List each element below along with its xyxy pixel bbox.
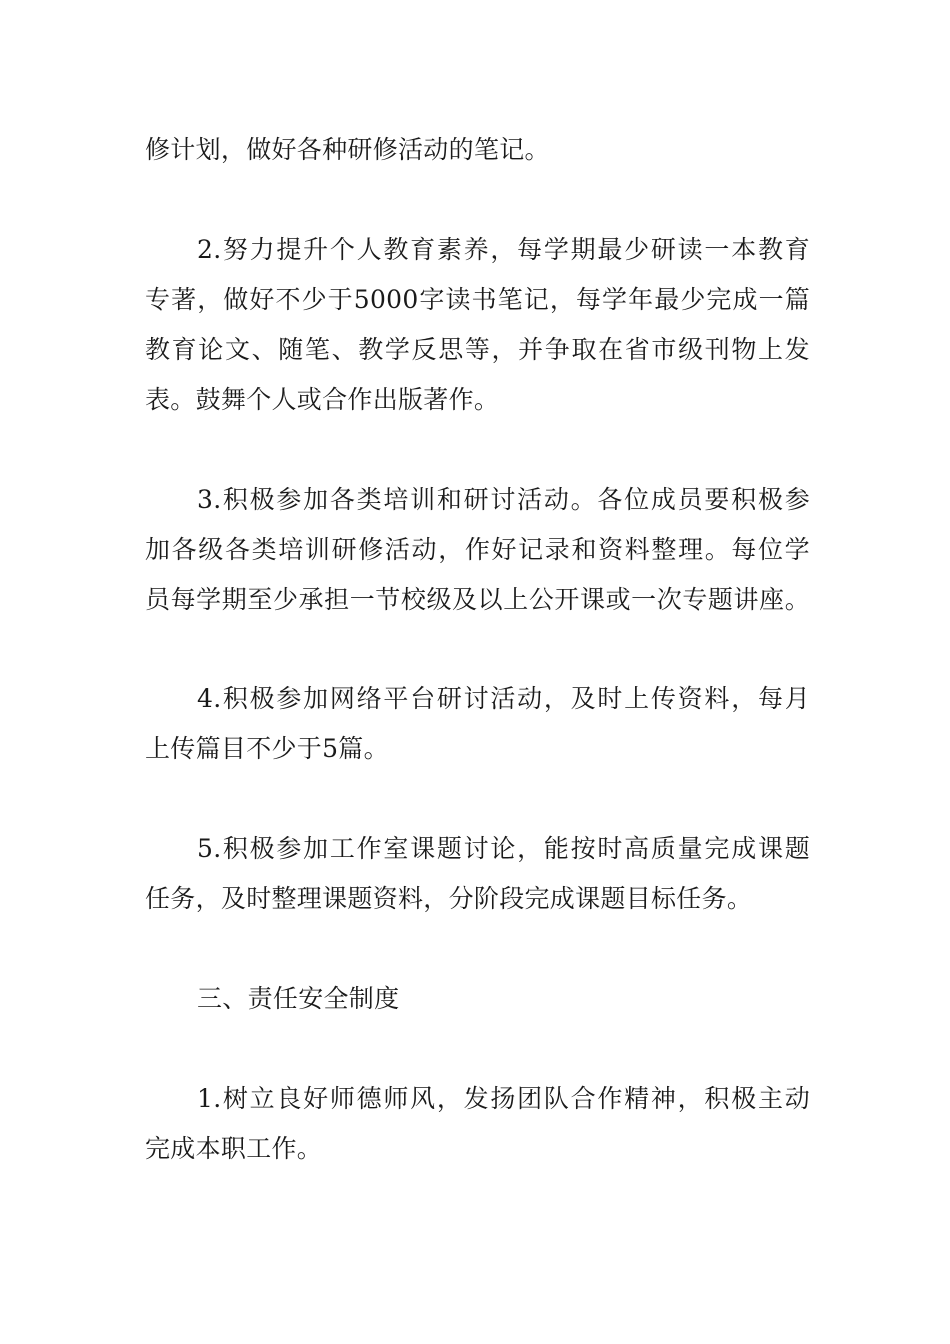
text-line-6: 3.积极参加各类培训和研讨活动。各位成员要积极参 (197, 485, 810, 514)
text-line-9: 4.积极参加网络平台研讨活动，及时上传资料，每月 (197, 684, 810, 713)
section-heading: 三、责任安全制度 (197, 984, 400, 1013)
text-line-15: 完成本职工作。 (145, 1134, 323, 1163)
text-line-5: 表。鼓舞个人或合作出版著作。 (145, 385, 500, 414)
text-line-3: 专著，做好不少于5000字读书笔记，每学年最少完成一篇 (145, 285, 810, 314)
text-line-2: 2.努力提升个人教育素养，每学期最少研读一本教育 (197, 235, 810, 264)
text-line-8: 员每学期至少承担一节校级及以上公开课或一次专题讲座。 (145, 585, 810, 614)
text-line-7: 加各级各类培训研修活动，作好记录和资料整理。每位学 (145, 535, 810, 564)
text-line-11: 5.积极参加工作室课题讨论，能按时高质量完成课题 (197, 834, 810, 863)
text-line-12: 任务，及时整理课题资料，分阶段完成课题目标任务。 (145, 884, 753, 913)
text-line-14: 1.树立良好师德师风，发扬团队合作精神，积极主动 (197, 1084, 810, 1113)
text-line-4: 教育论文、随笔、教学反思等，并争取在省市级刊物上发 (145, 335, 810, 364)
text-line-1: 修计划，做好各种研修活动的笔记。 (145, 135, 550, 164)
text-line-10: 上传篇目不少于5篇。 (145, 734, 389, 763)
